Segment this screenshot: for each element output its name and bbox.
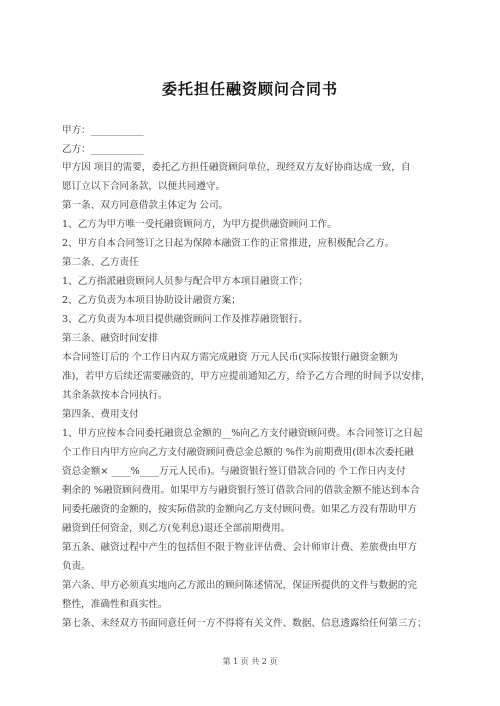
text-line: 甲方因 项目的需要，委托乙方担任融资顾问单位，现经双方友好协商达成一致，自 [62,162,411,173]
clause-heading: 第四条、费用支付 [62,409,139,420]
clause-heading: 第六条、甲方必须真实地向乙方派出的顾问陈述情况，保证所提供的文件与数据的完 [62,580,417,591]
clause-heading: 第七条、未经双方书面同意任何一方不得将有关文件、数据、信息透露给任何第三方； [62,618,427,629]
clause-heading: 第一条、双方同意借款主体定为 公司。 [62,200,229,211]
text-line: 3、乙方负责为本项目提供融资顾问工作及推荐融资银行。 [62,314,308,325]
document-title: 委托担任融资顾问合同书 [161,80,338,98]
text-line: 个工作日内甲方应向乙方支付融资顾问费总金总额的 %作为前期费用(即本次委托融 [62,447,414,458]
text-line: 本合同签订后的 个工作日内双方需完成融资 万元人民币(实际按银行融资金额为 [62,352,399,363]
text-line: 1、甲方应按本合同委托融资总金额的__%向乙方支付融资顾问费。本合同签订之日起 [62,428,423,439]
clause-heading: 第三条、融资时间安排 [62,333,158,344]
clause-heading: 第二条、乙方责任 [62,257,139,268]
text-line: 2、乙方负责为本项目协助设计融资方案； [62,295,241,306]
text-line: 其余条款按本合同执行。 [62,390,168,401]
clause-heading: 第五条、融资过程中产生的包括但不限于物业评估费、会计师审计费、差旅费由甲方 [62,542,417,553]
party-b-line: 乙方：___________ [62,144,144,155]
text-line: 2、甲方自本合同签订之日起为保障本融资工作的正常推进，应积极配合乙方。 [62,238,395,249]
text-line: 融资到任何资金，则乙方(免利息)退还全部前期费用。 [62,523,291,534]
text-line: 同委托融资的金额的，按实际借款的金额向乙方支付顾问费。如果乙方没有帮助甲方 [62,504,417,515]
party-a-line: 甲方：___________ [62,125,144,136]
text-line: 1、乙方为甲方唯一受托融资顾问方，为甲方提供融资顾问工作。 [62,219,337,230]
text-line: 负责。 [62,561,91,572]
text-line: 资总金额× ____%____万元人民币)。与融资银行签订借款合同的 个工作日内支付 [62,466,406,477]
page-footer: 第 1 页 共 2 页 [222,657,278,666]
text-line: 准)，若甲方后续还需要融资的，甲方应提前通知乙方，给予乙方合理的时间予以安排， [62,371,431,382]
text-line: 1、乙方指派融资顾问人员参与配合甲方本项目融资工作； [62,276,308,287]
text-line: 剩余的 %融资顾问费用。如果甲方与融资银行签订借款合同的借款金额不能达到本合 [62,485,420,496]
text-line: 愿订立以下合同条款，以便共同遵守。 [62,181,226,192]
text-line: 整性，准确性和真实性。 [62,599,168,610]
